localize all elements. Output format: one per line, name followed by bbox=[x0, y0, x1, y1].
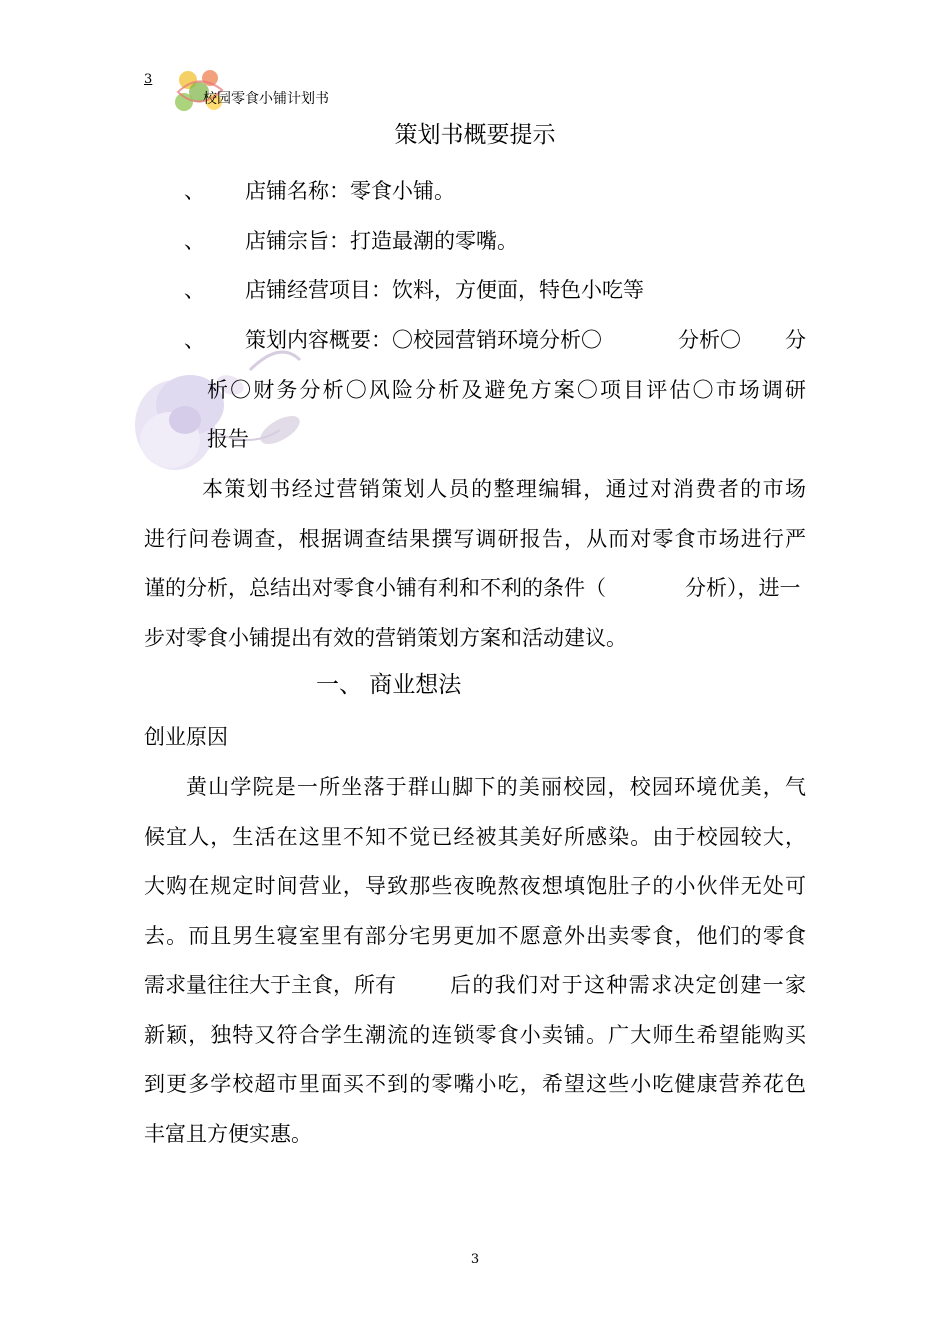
intro-line: 谨的分析，总结出对零食小铺有利和不利的条件（ bbox=[144, 576, 606, 600]
bullet-mark: 、 bbox=[184, 328, 205, 352]
summary-item-4-part1: 策划内容概要：〇校园营销环境分析〇 bbox=[245, 328, 602, 352]
paragraph-line: 候宜人，生活在这里不知不觉已经被其美好所感染。由于校园较大， bbox=[144, 825, 806, 849]
paragraph-line: 丰富且方便实惠。 bbox=[144, 1122, 312, 1146]
bullet-mark: 、 bbox=[184, 179, 205, 203]
paragraph-line: 黄山学院是一所坐落于群山脚下的美丽校园，校园环境优美，气 bbox=[186, 775, 806, 799]
summary-item-4-part2: 分析〇 bbox=[678, 328, 741, 352]
summary-item-4-continuation: 报告 bbox=[207, 427, 249, 451]
intro-line: 进行问卷调查，根据调查结果撰写调研报告，从而对零食市场进行严 bbox=[144, 527, 806, 551]
bullet-mark: 、 bbox=[184, 229, 205, 253]
footer-page-number: 3 bbox=[470, 1252, 480, 1267]
summary-item-2: 店铺宗旨：打造最潮的零嘴。 bbox=[245, 229, 518, 253]
intro-line: 分析），进一 bbox=[685, 576, 801, 600]
bullet-mark: 、 bbox=[184, 278, 205, 302]
summary-item-3: 店铺经营项目：饮料，方便面，特色小吃等 bbox=[245, 278, 644, 302]
paragraph-line: 到更多学校超市里面买不到的零嘴小吃，希望这些小吃健康营养花色 bbox=[144, 1072, 806, 1096]
header-page-number: 3 bbox=[144, 72, 153, 87]
paragraph-line: 大购在规定时间营业，导致那些夜晚熬夜想填饱肚子的小伙伴无处可 bbox=[144, 874, 806, 898]
summary-title: 策划书概要提示 bbox=[394, 122, 556, 148]
paragraph-line: 去。而且男生寝室里有部分宅男更加不愿意外出卖零食，他们的零食 bbox=[144, 924, 806, 948]
section-heading: 一、 商业想法 bbox=[316, 672, 462, 698]
paragraph-line: 后的我们对于这种需求决定创建一家 bbox=[450, 973, 806, 997]
summary-item-1: 店铺名称：零食小铺。 bbox=[245, 179, 455, 203]
intro-line: 本策划书经过营销策划人员的整理编辑，通过对消费者的市场 bbox=[202, 477, 806, 501]
header-doc-title: 校园零食小铺计划书 bbox=[203, 91, 329, 107]
summary-item-4-part3: 分 bbox=[785, 328, 806, 352]
paragraph-line: 需求量往往大于主食，所有 bbox=[144, 973, 396, 997]
paragraph-line: 新颖，独特又符合学生潮流的连锁零食小卖铺。广大师生希望能购买 bbox=[144, 1023, 806, 1047]
intro-line: 步对零食小铺提出有效的营销策划方案和活动建议。 bbox=[144, 626, 627, 650]
summary-item-4-continuation: 析〇财务分析〇风险分析及避免方案〇项目评估〇市场调研 bbox=[207, 378, 806, 402]
section-subheading: 创业原因 bbox=[144, 725, 228, 749]
